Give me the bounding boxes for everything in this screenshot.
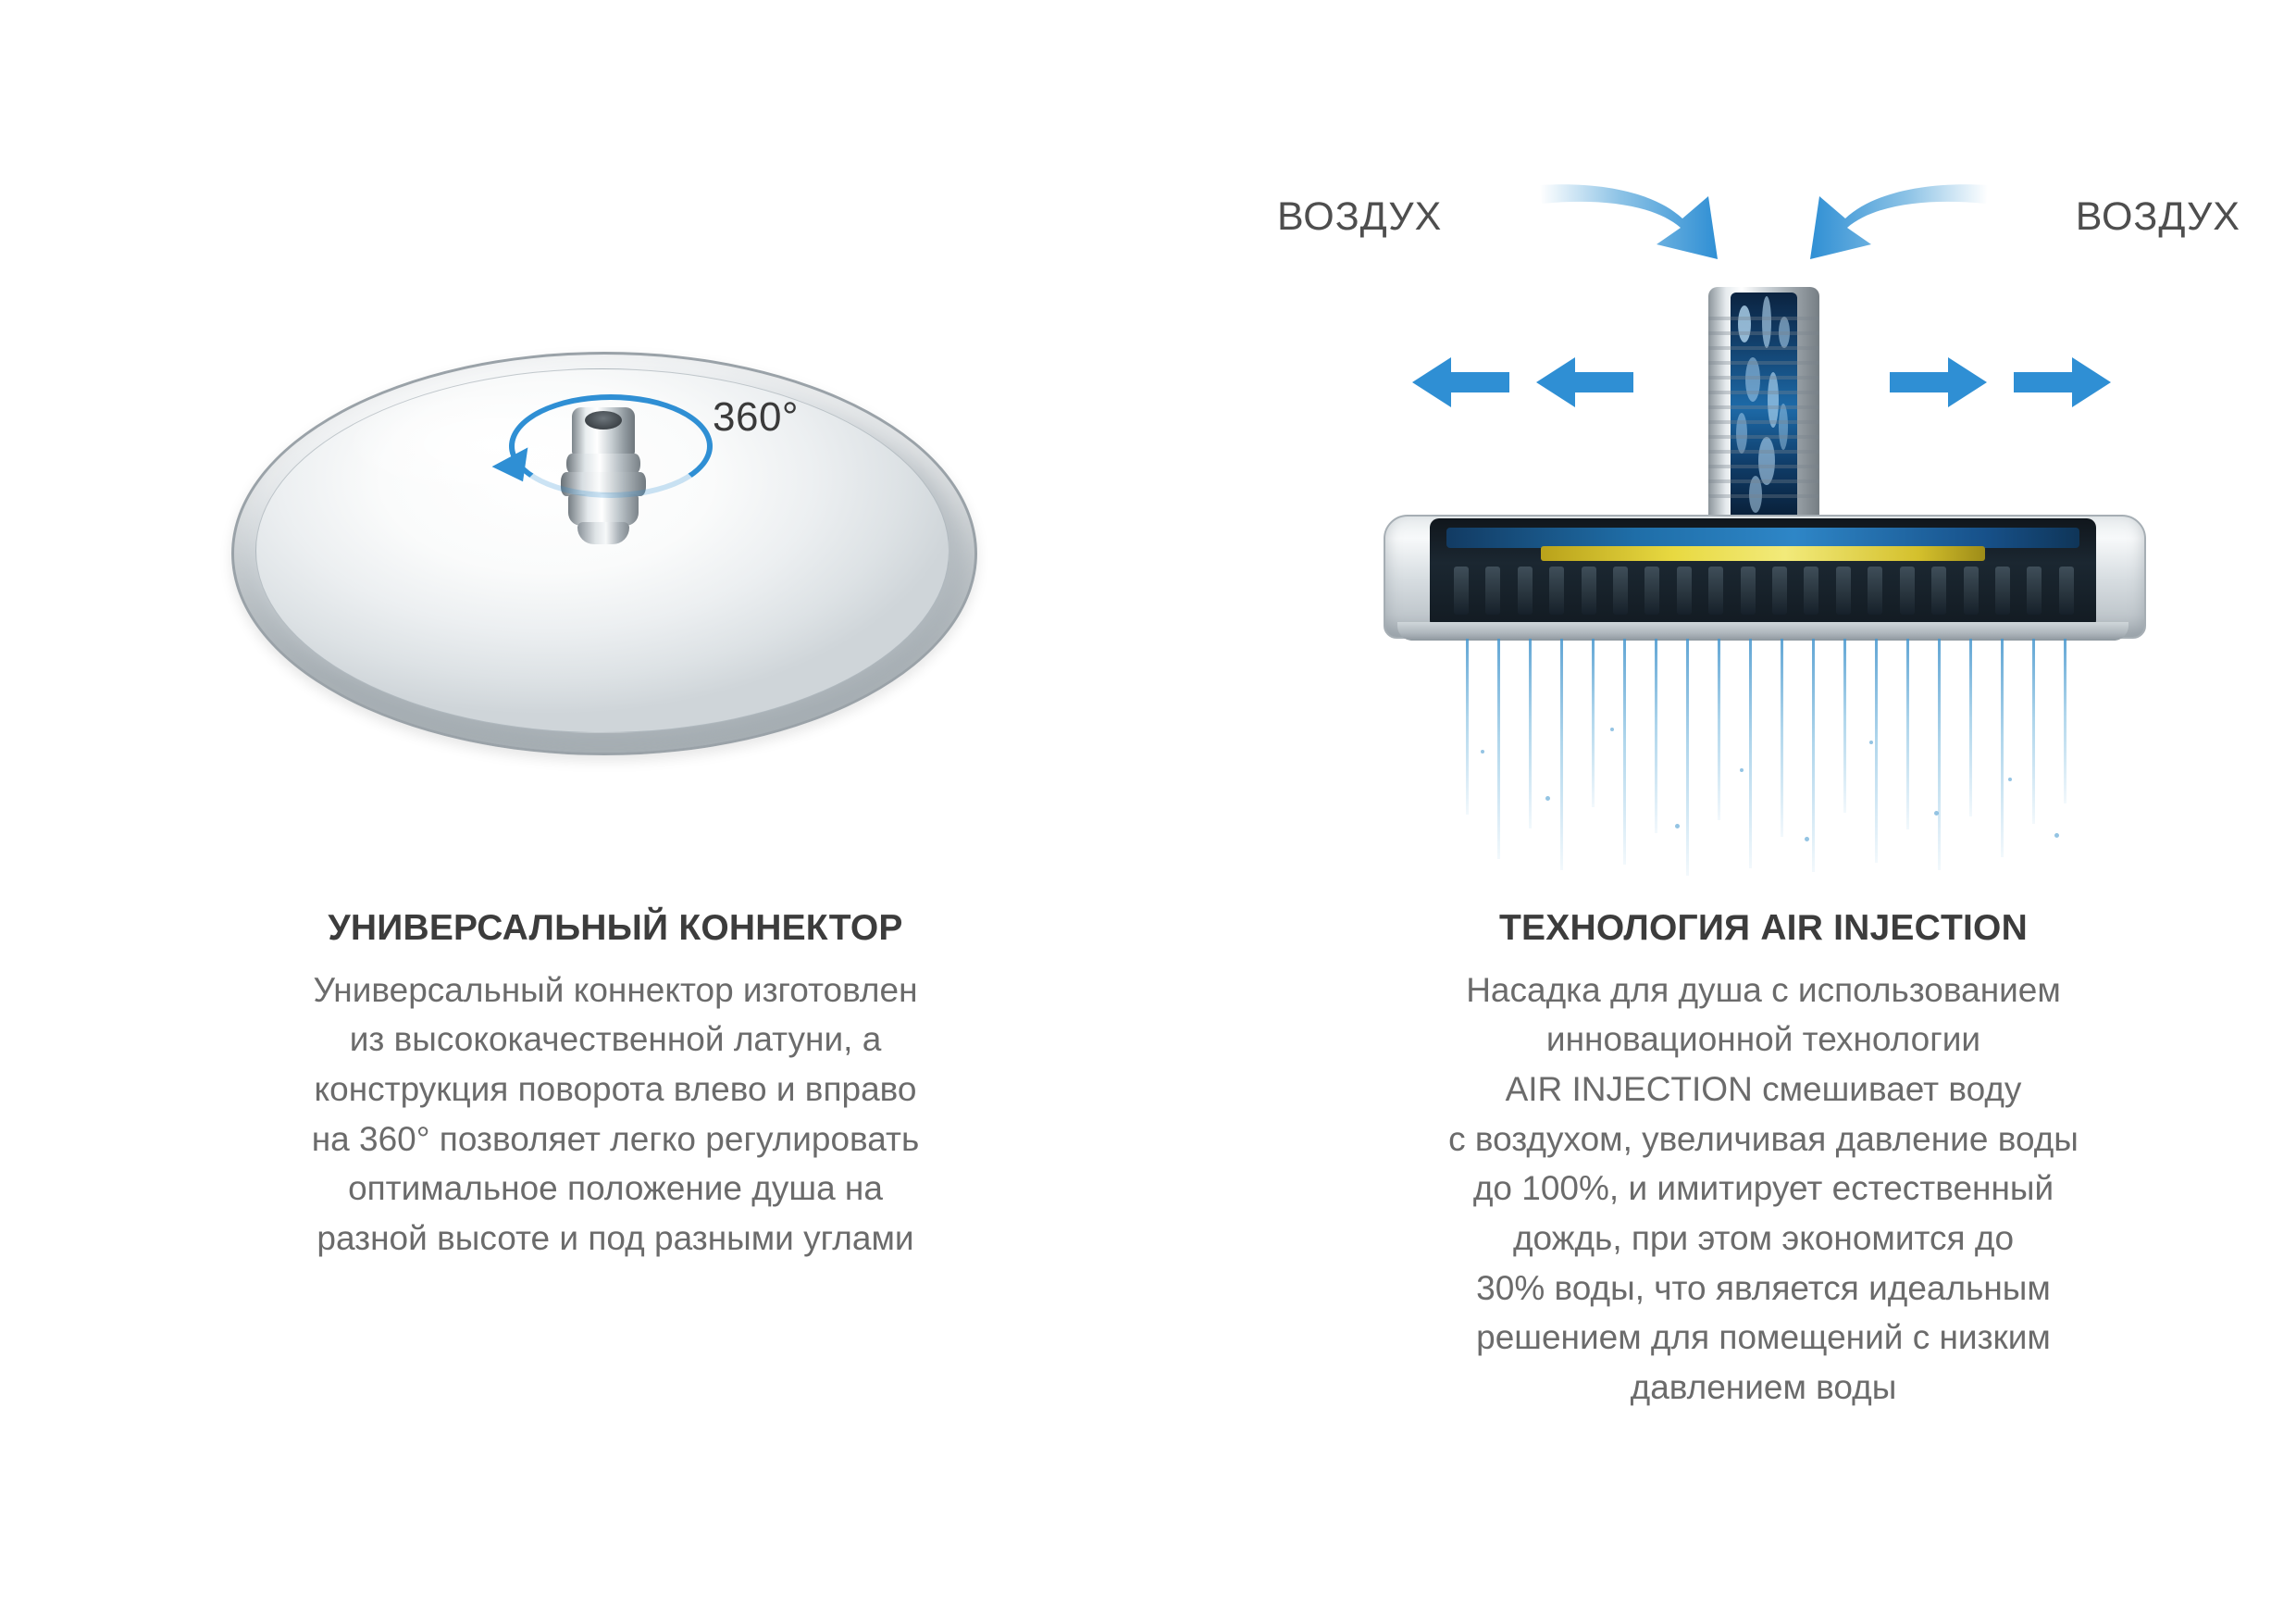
shower-head-cutaway xyxy=(1430,518,2096,629)
cutaway-air-layer xyxy=(1541,546,1985,561)
nozzle xyxy=(1868,567,1882,615)
left-body-line: разной высоте и под разными углами xyxy=(316,1219,914,1257)
nozzle xyxy=(1582,567,1596,615)
left-body-line: на 360° позволяет легко регулировать xyxy=(311,1119,920,1158)
nozzle xyxy=(1613,567,1628,615)
right-body-line: решением для помещений с низким xyxy=(1476,1318,2051,1357)
figure-air-injection xyxy=(1231,0,2296,889)
air-side-arrow-left-outer-icon xyxy=(1412,354,1509,411)
right-caption-title: ТЕХНОЛОГИЯ AIR INJECTION xyxy=(1499,908,2028,948)
left-caption-title: УНИВЕРСАЛЬНЫЙ КОННЕКТОР xyxy=(328,908,903,948)
nozzle xyxy=(1804,567,1818,615)
figure-universal-connector xyxy=(0,0,1231,889)
connector-ring-lower xyxy=(568,494,639,526)
nozzle xyxy=(1772,567,1787,615)
nozzle xyxy=(1518,567,1533,615)
mixing-chamber-water xyxy=(1731,293,1797,522)
nozzle xyxy=(1549,567,1564,615)
air-side-arrow-right-inner-icon xyxy=(1890,354,1987,411)
shower-head-disc xyxy=(231,352,972,768)
nozzle xyxy=(2027,567,2042,615)
right-body-line: Насадка для душа с использованием xyxy=(1466,970,2061,1009)
right-body-line: давлением воды xyxy=(1630,1367,1897,1406)
shower-head-rim xyxy=(1397,622,2128,641)
nozzle xyxy=(1454,567,1469,615)
nozzle xyxy=(1900,567,1915,615)
nozzle xyxy=(1708,567,1723,615)
right-body-line: 30% воды, что является идеальным xyxy=(1476,1268,2051,1307)
air-label-left: ВОЗДУХ xyxy=(1277,194,1443,239)
left-body-line: оптимальное положение душа на xyxy=(348,1169,883,1208)
left-body-line: конструкция поворота влево и вправо xyxy=(314,1070,917,1109)
air-inflow-arrow-left-icon xyxy=(1536,176,1731,265)
right-body-line: дождь, при этом экономится до xyxy=(1512,1219,2015,1257)
air-injection-diagram xyxy=(1231,0,2296,889)
connector-base xyxy=(577,522,629,544)
nozzle xyxy=(1677,567,1692,615)
air-inflow-arrow-right-icon xyxy=(1797,176,1992,265)
right-body-line: AIR INJECTION смешивает воду xyxy=(1505,1070,2022,1109)
rotation-degree-badge: 360° xyxy=(713,394,800,440)
left-body-line: Универсальный коннектор изготовлен xyxy=(313,970,918,1009)
right-body-line: инновационной технологии xyxy=(1545,1020,1981,1059)
air-side-arrow-right-outer-icon xyxy=(2014,354,2111,411)
right-body-line: до 100%, и имитирует естественный xyxy=(1472,1169,2054,1208)
nozzle xyxy=(1931,567,1946,615)
air-label-right: ВОЗДУХ xyxy=(2075,194,2240,239)
right-body-line: с воздухом, увеличивая давление воды xyxy=(1448,1119,2079,1158)
air-side-arrow-left-inner-icon xyxy=(1536,354,1633,411)
caption-universal-connector xyxy=(0,907,1231,1264)
rotation-ellipse-icon xyxy=(509,394,713,498)
left-body-line: из высококачественной латуни, а xyxy=(349,1020,882,1059)
nozzle xyxy=(1485,567,1500,615)
nozzle xyxy=(1836,567,1851,615)
left-caption-body xyxy=(208,965,1023,1264)
water-spray xyxy=(1453,639,2082,879)
cutaway-water-layer xyxy=(1446,528,2079,548)
caption-air-injection xyxy=(1231,907,2296,1413)
nozzle xyxy=(1995,567,2010,615)
nozzle xyxy=(1644,567,1659,615)
panel-air-injection xyxy=(1231,0,2296,1619)
nozzle xyxy=(1964,567,1979,615)
nozzle-row xyxy=(1454,567,2074,622)
right-caption-body xyxy=(1380,965,2148,1413)
nozzle xyxy=(1741,567,1756,615)
nozzle xyxy=(2059,567,2074,615)
